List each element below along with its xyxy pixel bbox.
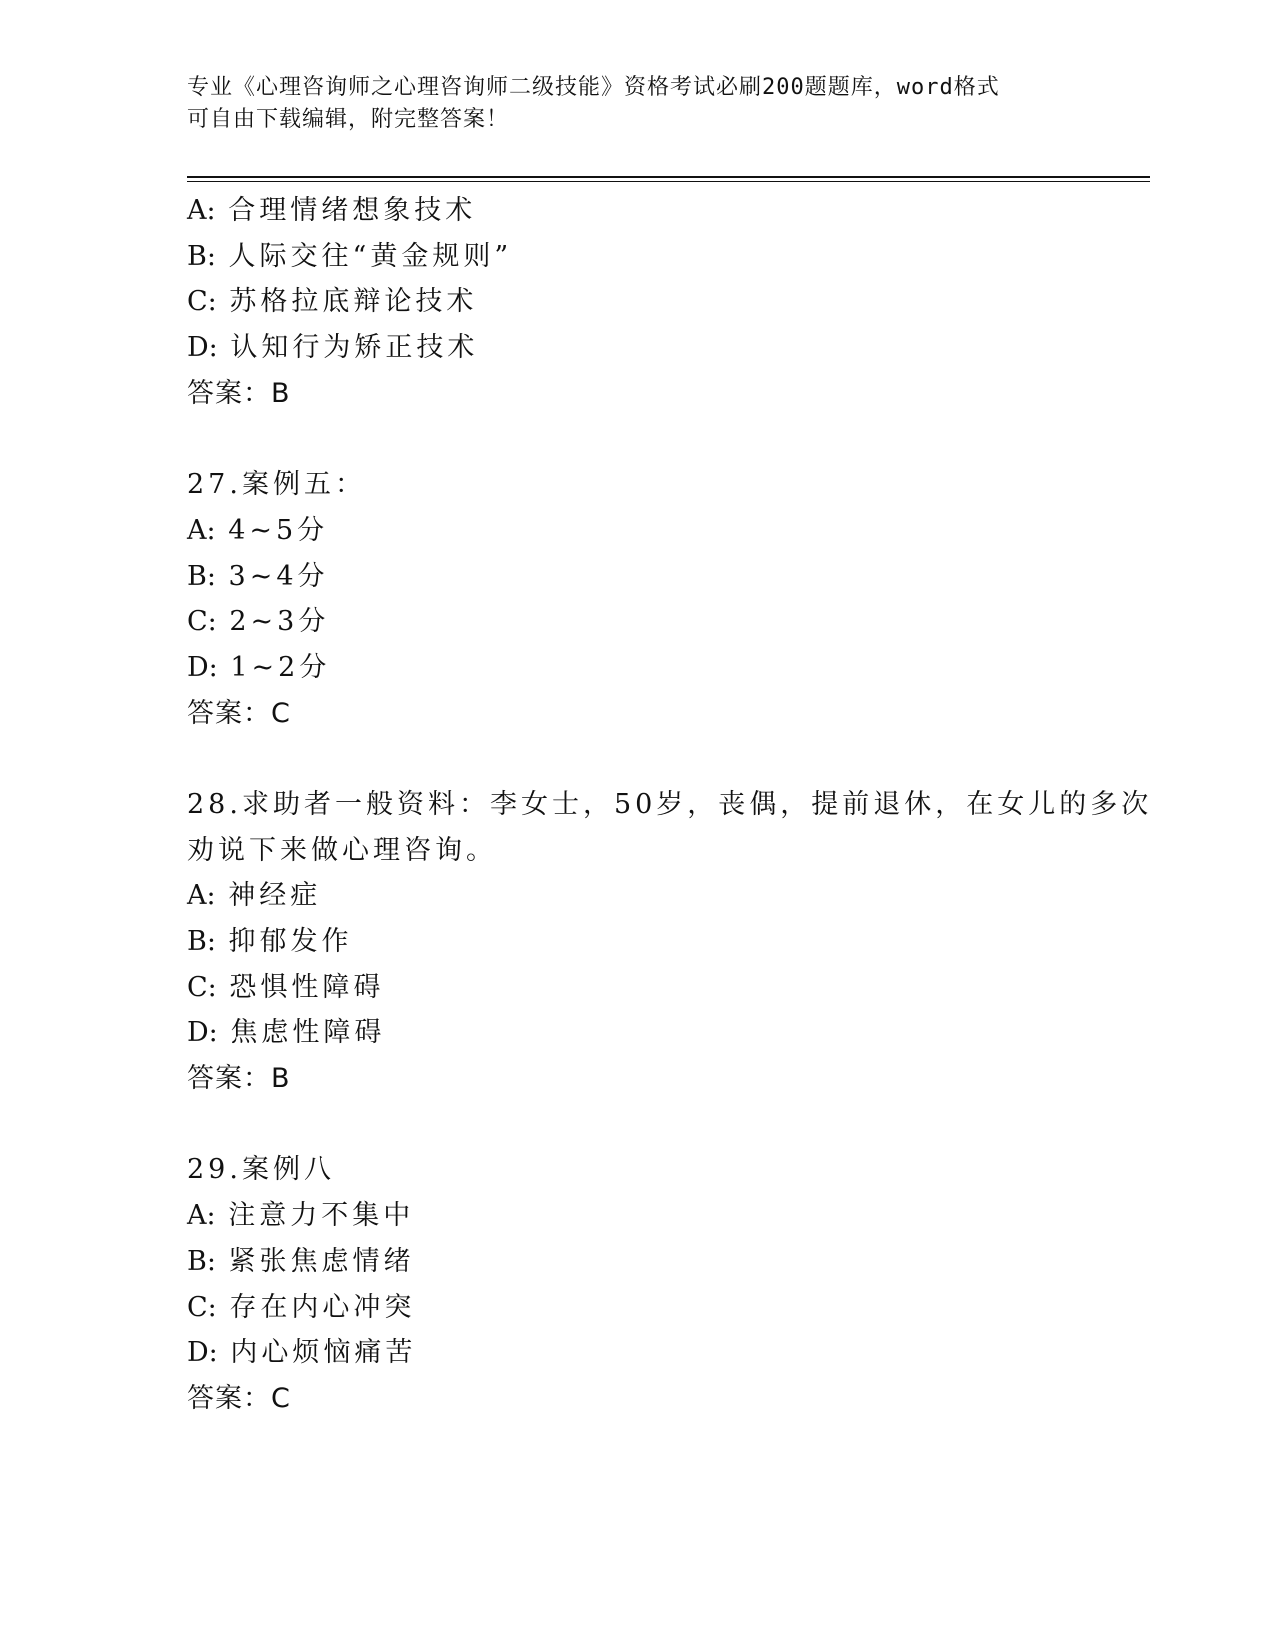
option-c: C: 2~3分 — [187, 606, 330, 638]
answer-line: 答案：B — [187, 1063, 291, 1095]
question-text-continued: 劝说下来做心理咨询。 — [187, 834, 497, 866]
question-list — [187, 188, 1153, 1422]
option-d: D: 1~2分 — [187, 651, 331, 683]
answer-line: 答案：C — [187, 1382, 291, 1414]
block-spacer — [187, 416, 1087, 462]
option-a: A: 合理情绪想象技术 — [187, 195, 477, 226]
question-text: 27.案例五： — [187, 469, 366, 501]
option-c: C: 存在内心冲突 — [187, 1291, 416, 1323]
document-header — [187, 72, 1087, 136]
question-text: 28.求助者一般资料：李女士，50岁，丧偶，提前退休，在女儿的多次 — [187, 788, 1153, 820]
option-b: B: 人际交往“黄金规则” — [187, 240, 513, 272]
header-divider-thin — [187, 181, 1150, 182]
answer-line: 答案：C — [187, 697, 291, 729]
header-line-2: 可自由下载编辑，附完整答案！ — [187, 107, 510, 132]
option-d: D: 焦虑性障碍 — [187, 1017, 386, 1049]
option-a: A: 神经症 — [187, 880, 322, 912]
option-c: C: 恐惧性障碍 — [187, 971, 385, 1003]
header-divider-thick — [187, 176, 1150, 178]
block-spacer — [187, 736, 1087, 782]
option-b: B: 紧张焦虑情绪 — [187, 1245, 415, 1277]
option-d: D: 内心烦恼痛苦 — [187, 1337, 417, 1369]
question-block — [187, 462, 1087, 736]
answer-line: 答案：B — [187, 377, 291, 409]
option-d: D: 认知行为矫正技术 — [187, 332, 479, 364]
option-b: B: 抑郁发作 — [187, 926, 353, 957]
block-spacer — [187, 1102, 1087, 1148]
option-c: C: 苏格拉底辩论技术 — [187, 286, 478, 318]
option-b: B: 3~4分 — [187, 560, 329, 592]
option-a: A: 4~5分 — [187, 514, 329, 546]
question-block — [187, 188, 1087, 416]
question-text: 29.案例八 — [187, 1154, 335, 1186]
question-block — [187, 782, 1153, 1102]
option-a: A: 注意力不集中 — [187, 1200, 415, 1232]
question-block — [187, 1147, 1087, 1421]
header-line-1: 专业《心理咨询师之心理咨询师二级技能》资格考试必刷200题题库，word格式 — [187, 75, 1000, 100]
